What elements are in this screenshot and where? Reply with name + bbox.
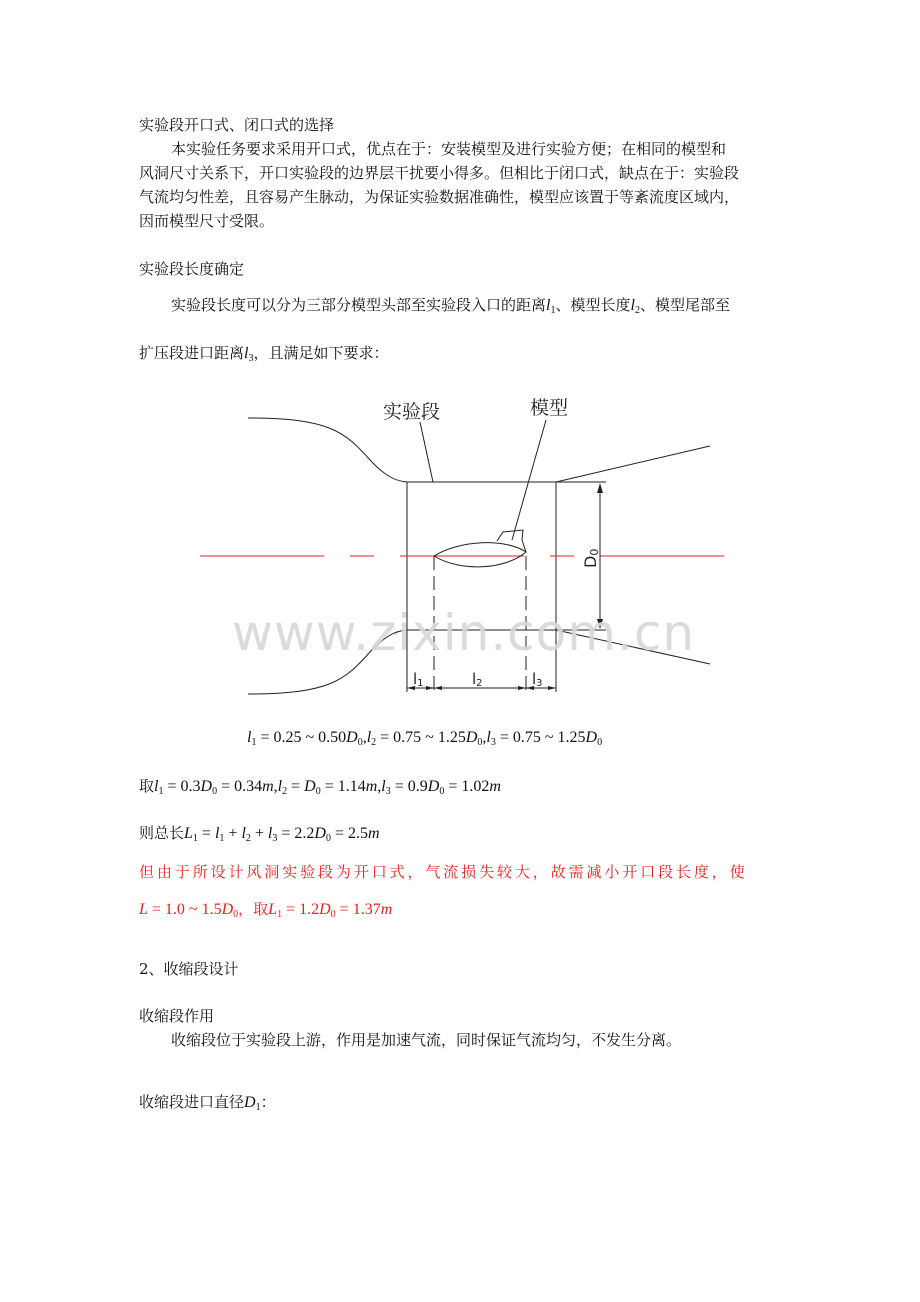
- label-l2: l2: [472, 670, 483, 689]
- section-heading-open-closed: 实验段开口式、闭口式的选择: [139, 116, 335, 134]
- label-l3: l3: [532, 670, 543, 689]
- paragraph-line: 收缩段位于实验段上游，作用是加速气流，同时保证气流均匀，不发生分离。: [171, 1031, 682, 1049]
- label-test-section: 实验段: [383, 401, 441, 423]
- diffuser-upper-wall: [556, 446, 710, 482]
- subheading-contraction-role: 收缩段作用: [139, 1007, 215, 1025]
- paragraph-line: 风洞尺寸关系下，开口实验段的边界层干扰要小得多。但相比于闭口式，缺点在于：实验段: [139, 164, 740, 182]
- l2-arrow-right: [518, 686, 526, 690]
- test-section-leader: [420, 422, 433, 482]
- equation-total: 则总长$L_1 = l_1 + l_2 + l_3 = 2.2D_0 = 2.5m$: [139, 824, 380, 844]
- model-body: [434, 543, 526, 567]
- equation-chosen: 取$l_1 = 0.3D_0 = 0.34m,l_2 = D_0 = 1.14m,l_3 = 0.9D_0 = 1.02m$: [139, 777, 501, 797]
- red-note-line: 但由于所设计风洞实验段为开口式，气流损失较大，故需减小开口段长度，使: [139, 863, 748, 881]
- paragraph-line: 因而模型尺寸受限。: [139, 212, 275, 230]
- red-note-equation: L = 1.0 ~ $1.5D_0$，取$L_1 = 1.2D_0 = 1.37m$: [139, 900, 393, 920]
- d0-arrow-top: [597, 483, 603, 493]
- paragraph-line: 气流均匀性差，且容易产生脉动，为保证实验数据准确性，模型应该置于等紊流度区域内，: [139, 188, 740, 206]
- l1-arrow-right: [426, 686, 434, 690]
- watermark: www.zixin.com.cn: [232, 604, 696, 662]
- l3-arrow-right: [548, 686, 556, 690]
- section-heading-contraction: 2、收缩段设计: [139, 960, 239, 978]
- paragraph-line: 本实验任务要求采用开口式，优点在于：安装模型及进行实验方便；在相同的模型和: [171, 140, 727, 158]
- label-model: 模型: [530, 397, 569, 419]
- model-tail-fin: [497, 530, 526, 552]
- model-leader: [512, 420, 546, 540]
- equation-range: $l_1 = 0.25$ ~ $0.50D_0,l_2 = 0.75$ ~ $1.25D_0,l_3 = 0.75$ ~ $1.25D_0$: [247, 729, 603, 748]
- paragraph-line: 扩压段进口距离$l_3$，且满足如下要求：: [139, 344, 389, 364]
- contraction-upper-wall: [248, 418, 407, 482]
- label-l1: l1: [413, 670, 424, 689]
- section-heading-length: 实验段长度确定: [139, 260, 245, 278]
- inlet-diameter-line: 收缩段进口直径$D_1$：: [139, 1093, 276, 1113]
- paragraph-line: 实验段长度可以分为三部分模型头部至实验段入口的距离$l_1$、模型长度$l_2$、模型尾部至: [171, 296, 730, 316]
- label-d0: D0: [581, 548, 601, 568]
- l2-arrow-left: [434, 686, 442, 690]
